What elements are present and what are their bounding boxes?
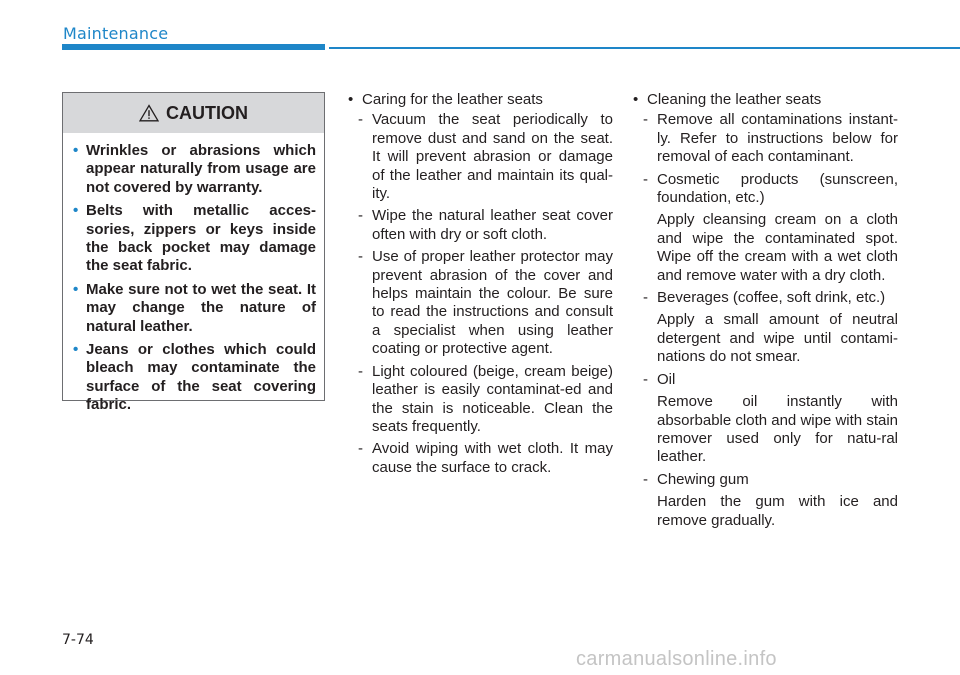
caution-list xyxy=(63,133,324,415)
caring-heading: • Caring for the leather seats xyxy=(348,91,543,108)
section-title: Maintenance xyxy=(63,24,169,43)
bullet-icon: • xyxy=(348,91,354,108)
contaminant-instructions: Remove oil instantly with absorbable cloth and wipe with stain remover used only for natu-ral leather. xyxy=(657,393,898,466)
contaminant-label: - Chewing gum xyxy=(643,470,749,488)
caution-item: • Make sure not to wet the seat. It may change the nature of natural leather. xyxy=(73,280,316,335)
bullet-icon: • xyxy=(73,341,79,359)
contaminant-instructions: Apply cleansing cream on a cloth and wipe the contaminated spot. Wipe off the cream with a wet cloth and remove water with a dry cloth. xyxy=(657,211,898,284)
bullet-icon: • xyxy=(633,91,639,108)
watermark: carmanualsonline.info xyxy=(576,648,777,670)
caring-item: - Avoid wiping with wet cloth. It may cause the surface to crack. xyxy=(358,440,613,476)
bullet-icon: • xyxy=(73,202,79,220)
bullet-icon: • xyxy=(73,280,79,298)
bullet-icon: • xyxy=(73,142,79,159)
caution-box xyxy=(62,92,325,414)
warning-triangle-icon xyxy=(139,104,159,122)
header-rule-thin xyxy=(329,47,960,49)
header-rule-thick xyxy=(62,44,325,50)
cleaning-section xyxy=(632,91,898,534)
contaminant-instructions: Apply a small amount of neutral detergent and wipe until contami-nations do not smear. xyxy=(657,311,898,366)
contaminant-instructions: Harden the gum with ice and remove gradually. xyxy=(657,493,898,529)
contaminant-label: - Beverages (coffee, soft drink, etc.) xyxy=(643,289,886,307)
caring-item: - Wipe the natural leather seat cover often with dry or soft cloth. xyxy=(358,207,613,243)
caution-title: CAUTION xyxy=(166,102,248,123)
cleaning-intro: - Remove all contaminations instant-ly. Refer to instructions below for removal of each contaminant. xyxy=(643,111,898,166)
page-number: 7-74 xyxy=(62,632,94,648)
contaminant-label: - Oil xyxy=(643,370,676,388)
caring-section xyxy=(347,91,613,481)
caring-item: - Light coloured (beige, cream beige) leather is easily contaminat-ed and the stain is noticeable. Clean the seats frequently. xyxy=(358,362,613,435)
contaminant-label: - Cosmetic products (sunscreen, foundation, etc.) xyxy=(643,170,898,207)
caring-item: - Use of proper leather protector may prevent abrasion of the cover and helps maintain the colour. Be sure to read the instructions and consult a specialist when using leather coating or protective agent. xyxy=(358,248,613,358)
caring-item: - Vacuum the seat periodically to remove dust and sand on the seat. It will prevent abrasion or damage of the leather and maintain its qual-ity. xyxy=(358,111,613,203)
caution-item: • Belts with metallic acces-sories, zippers or keys inside the back pocket may damage the seat fabric. xyxy=(73,202,316,275)
caution-header xyxy=(63,93,324,133)
caution-item: • Jeans or clothes which could bleach may contaminate the surface of the seat covering fabric. xyxy=(73,341,316,414)
cleaning-heading: • Cleaning the leather seats xyxy=(633,91,822,108)
caution-item: • Wrinkles or abrasions which appear naturally from usage are not covered by warranty. xyxy=(73,142,316,196)
